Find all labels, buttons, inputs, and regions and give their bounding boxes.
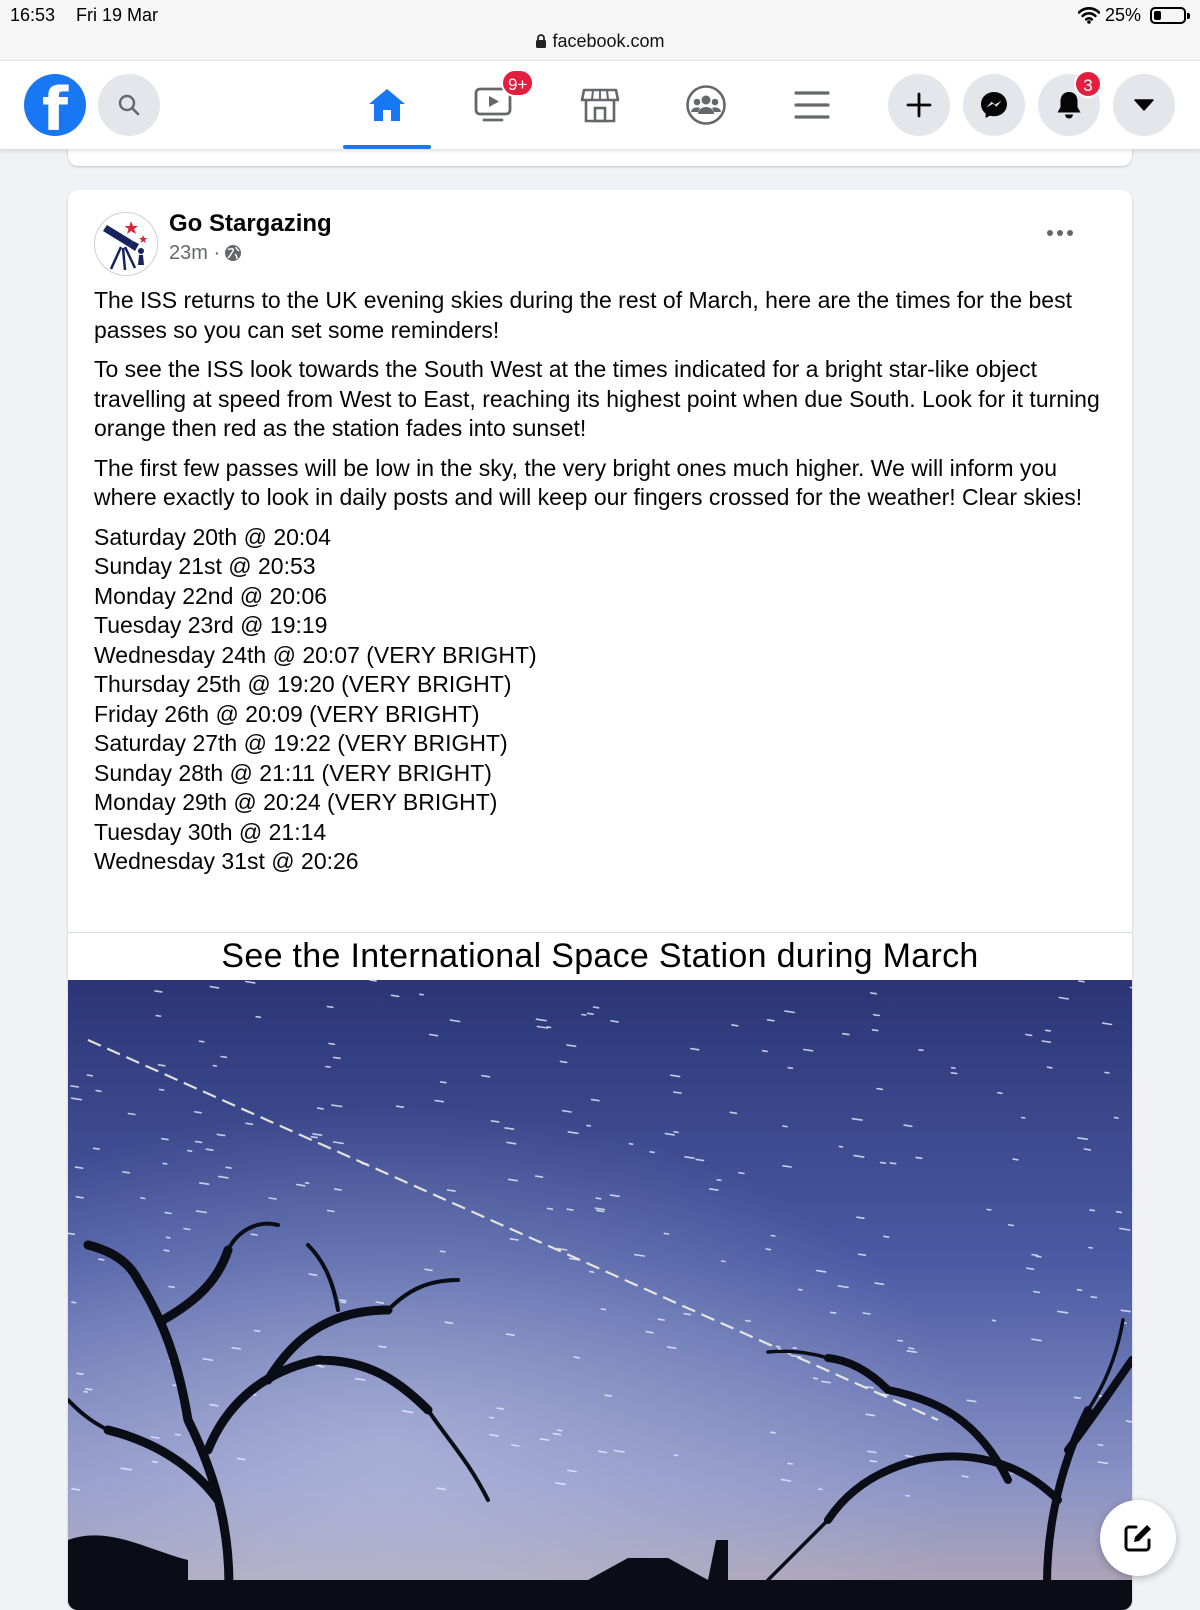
star-trail — [72, 1302, 76, 1303]
star-trail — [874, 1015, 880, 1016]
star-trail — [857, 1217, 864, 1218]
status-date: Fri 19 Mar — [76, 5, 158, 26]
star-trail — [206, 1149, 213, 1150]
star-trail — [184, 1229, 190, 1230]
star-trail — [594, 1007, 599, 1008]
star-trail — [952, 1068, 955, 1069]
star-trail — [684, 1314, 690, 1315]
star-trail — [334, 1057, 340, 1058]
pass-time: Wednesday 31st @ 20:26 — [94, 847, 1104, 877]
star-trail — [605, 1395, 611, 1396]
star-trail — [76, 1167, 83, 1168]
star-trail — [167, 1237, 170, 1238]
star-trail — [376, 1302, 383, 1303]
star-trail — [1022, 1118, 1025, 1119]
star-trail — [992, 1320, 995, 1321]
more-dots-icon — [1046, 229, 1074, 237]
star-trail — [1009, 1225, 1014, 1226]
star-trail — [739, 1173, 744, 1174]
pass-time: Tuesday 30th @ 21:14 — [94, 818, 1104, 848]
post-text — [94, 286, 1104, 877]
star-trail — [320, 1366, 324, 1367]
star-trail — [1027, 1268, 1034, 1269]
star-trail — [165, 1213, 171, 1214]
star-trail — [379, 1346, 386, 1347]
star-trail — [536, 1176, 543, 1177]
pass-time: Saturday 27th @ 19:22 (VERY BRIGHT) — [94, 729, 1104, 759]
star-trail — [1090, 1210, 1094, 1211]
watch-badge: 9+ — [501, 69, 534, 97]
star-trail — [497, 1408, 503, 1409]
star-trail — [329, 1044, 334, 1045]
star-trail — [906, 1456, 913, 1457]
star-trail — [309, 1274, 316, 1275]
post-paragraph: To see the ISS look towards the South West at the times indicated for a bright star-like object travelling at speed from West to East, reaching its highest point when due South. Look for it turning orange then red as the station fades into sunset! — [94, 355, 1104, 444]
star-trail — [328, 1211, 335, 1212]
star-trail — [951, 1073, 956, 1074]
star-trail — [1034, 1292, 1040, 1293]
star-trail — [392, 995, 399, 996]
star-trail — [771, 1236, 775, 1237]
star-trail — [630, 1144, 633, 1145]
post-paragraph: The ISS returns to the UK evening skies during the rest of March, here are the times for the best passes so you can set some reminders! — [94, 286, 1104, 345]
star-trail — [1089, 1248, 1092, 1249]
star-trail — [732, 1025, 738, 1026]
star-trail — [877, 1089, 882, 1090]
star-trail — [255, 1331, 260, 1332]
star-trail — [1084, 1149, 1090, 1150]
battery-percent: 25% — [1105, 5, 1141, 26]
star-trail — [153, 1462, 158, 1463]
star-trail — [763, 1051, 768, 1052]
post-options-button[interactable] — [1040, 218, 1080, 248]
star-trail — [674, 1132, 678, 1133]
star-trail — [1078, 1290, 1082, 1291]
messenger-icon — [979, 90, 1009, 120]
star-trail — [783, 1126, 787, 1127]
address-bar[interactable] — [0, 31, 1200, 52]
star-trail — [87, 1075, 92, 1076]
star-trail — [141, 1198, 145, 1199]
pass-time: Tuesday 23rd @ 19:19 — [94, 611, 1104, 641]
pass-time: Friday 26th @ 20:09 (VERY BRIGHT) — [94, 700, 1104, 730]
post-image[interactable] — [68, 980, 1132, 1610]
telescope-logo-icon — [95, 213, 157, 275]
pass-time: Monday 22nd @ 20:06 — [94, 582, 1104, 612]
star-trail — [221, 1057, 226, 1058]
star-trail — [160, 1090, 164, 1091]
star-trail — [341, 1302, 345, 1303]
post-card — [68, 190, 1132, 1610]
star-trail — [766, 1249, 770, 1250]
meta-separator: · — [213, 242, 220, 264]
star-trail — [200, 1041, 204, 1042]
star-trail — [397, 1106, 404, 1107]
star-trail — [447, 1190, 455, 1191]
star-trail — [1048, 1067, 1052, 1068]
facebook-logo[interactable]: f — [24, 74, 86, 136]
star-trail — [1046, 1030, 1051, 1031]
star-trail — [587, 1125, 590, 1126]
star-trail — [596, 1198, 601, 1199]
night-sky-photo — [68, 980, 1132, 1610]
star-trail — [512, 1445, 519, 1446]
star-trail — [311, 1137, 317, 1138]
star-trail — [123, 1172, 129, 1173]
star-trail — [890, 1163, 895, 1164]
facebook-nav-bar — [0, 61, 1200, 149]
url-text: facebook.com — [552, 31, 664, 51]
notifications-button[interactable] — [1038, 74, 1100, 136]
star-trail — [916, 1157, 922, 1158]
star-trail — [162, 1139, 168, 1140]
star-trail — [1115, 1118, 1118, 1119]
star-trail — [71, 1086, 78, 1087]
star-trail — [919, 1050, 923, 1051]
search-button[interactable] — [98, 74, 160, 136]
star-trail — [863, 1313, 870, 1314]
star-trail — [839, 1146, 842, 1147]
star-trail — [590, 1272, 594, 1273]
star-trail — [159, 1065, 165, 1066]
star-trail — [884, 1236, 889, 1237]
star-trail — [1013, 1159, 1018, 1160]
star-trail — [650, 1152, 654, 1153]
plus-icon — [906, 92, 932, 118]
star-trail — [870, 1461, 876, 1462]
create-button[interactable] — [888, 74, 950, 136]
pass-time: Thursday 25th @ 19:20 (VERY BRIGHT) — [94, 670, 1104, 700]
star-trail — [588, 1013, 594, 1014]
post-meta — [169, 242, 242, 265]
star-trail — [859, 1254, 866, 1255]
star-trail — [68, 1233, 74, 1234]
star-trail — [696, 1159, 703, 1160]
tab-watch[interactable] — [449, 61, 537, 149]
star-trail — [674, 1092, 681, 1093]
pass-time: Monday 29th @ 20:24 (VERY BRIGHT) — [94, 788, 1104, 818]
pass-time: Saturday 20th @ 20:04 — [94, 523, 1104, 553]
star-trail — [843, 1034, 849, 1035]
star-trail — [730, 1112, 736, 1113]
caret-down-icon — [1134, 99, 1154, 111]
star-trail — [269, 1198, 276, 1199]
star-trail — [881, 1163, 886, 1164]
star-trail — [1032, 1255, 1038, 1256]
compose-icon — [1121, 1521, 1155, 1555]
star-trail — [548, 1208, 553, 1209]
star-trail — [490, 1417, 494, 1418]
status-bar — [0, 0, 1200, 61]
star-trail — [768, 1020, 775, 1021]
star-trail — [771, 1432, 776, 1433]
star-trail — [156, 1016, 160, 1017]
star-trail — [492, 1121, 499, 1122]
star-trail — [1098, 1445, 1103, 1446]
star-trail — [814, 1378, 818, 1379]
globe-icon — [224, 244, 242, 262]
star-trail — [335, 1189, 342, 1190]
star-trail — [226, 1167, 231, 1168]
star-trail — [152, 1437, 159, 1438]
star-trail — [601, 1309, 605, 1310]
tab-groups[interactable] — [662, 61, 750, 149]
account-menu-button[interactable] — [1113, 74, 1175, 136]
star-trail — [163, 1163, 167, 1164]
messenger-button[interactable] — [963, 74, 1025, 136]
star-trail — [440, 1251, 445, 1252]
star-trail — [788, 1463, 792, 1464]
tab-marketplace[interactable] — [556, 61, 644, 149]
pass-times-list — [94, 523, 1104, 877]
tab-menu[interactable] — [768, 61, 856, 149]
star-trail — [597, 1210, 604, 1211]
star-trail — [176, 1434, 181, 1435]
star-trail — [831, 1312, 836, 1313]
star-trail — [195, 1112, 201, 1113]
star-trail — [507, 1334, 515, 1335]
star-trail — [420, 994, 424, 995]
star-trail — [1075, 1397, 1081, 1398]
star-trail — [340, 1300, 346, 1301]
star-trail — [746, 1321, 750, 1322]
battery-icon — [1150, 7, 1186, 24]
page-avatar[interactable] — [94, 212, 158, 276]
star-trail — [675, 1455, 678, 1456]
status-time: 16:53 — [10, 5, 55, 26]
star-trail — [788, 1068, 792, 1069]
star-trail — [1091, 1297, 1096, 1298]
star-trail — [441, 1082, 446, 1083]
star-trail — [909, 1348, 914, 1349]
star-trail — [306, 1183, 309, 1184]
compose-message-button[interactable] — [1100, 1500, 1176, 1576]
star-trail — [1079, 981, 1084, 982]
star-trail — [169, 1287, 174, 1288]
post-time[interactable]: 23m — [169, 242, 208, 264]
star-trail — [327, 1007, 333, 1008]
lock-icon — [535, 33, 547, 49]
star-trail — [668, 1347, 676, 1348]
star-trail — [251, 1234, 257, 1235]
star-trail — [96, 1091, 101, 1092]
pass-time: Sunday 21st @ 20:53 — [94, 552, 1104, 582]
post-paragraph: The first few passes will be low in the sky, the very bright ones much higher. We will inform you where exactly to look in daily posts and will keep our fingers crossed for the weather! Clear skies! — [94, 454, 1104, 513]
star-trail — [155, 991, 162, 992]
search-icon — [117, 93, 141, 117]
star-trail — [94, 1148, 100, 1149]
star-trail — [188, 1151, 192, 1152]
star-trail — [582, 1015, 586, 1016]
star-trail — [77, 1373, 83, 1374]
star-trail — [987, 1209, 991, 1210]
star-trail — [256, 1017, 260, 1018]
star-trail — [898, 1340, 902, 1341]
star-trail — [238, 1459, 245, 1460]
star-trail — [326, 1067, 330, 1068]
star-trail — [664, 1233, 668, 1234]
star-trail — [592, 1100, 599, 1101]
wifi-icon — [1078, 6, 1100, 24]
star-trail — [128, 1114, 135, 1115]
star-trail — [370, 980, 376, 981]
star-trail — [554, 1434, 561, 1435]
groups-icon — [685, 84, 727, 126]
star-trail — [76, 1197, 83, 1198]
star-trail — [99, 1259, 104, 1260]
star-trail — [1117, 1212, 1122, 1213]
star-trail — [445, 1322, 452, 1323]
star-trail — [873, 1030, 878, 1031]
star-trail — [717, 1180, 721, 1181]
star-trail — [799, 1289, 802, 1290]
star-trail — [558, 1430, 562, 1431]
star-trail — [998, 1093, 1002, 1094]
star-trail — [425, 1269, 432, 1270]
star-trail — [574, 1357, 579, 1358]
image-title: See the International Space Station during March — [68, 932, 1132, 979]
star-trail — [164, 1250, 169, 1251]
star-trail — [658, 1319, 664, 1320]
star-trail — [560, 1061, 566, 1062]
star-trail — [84, 1392, 87, 1393]
star-trail — [1036, 1256, 1041, 1257]
hamburger-menu-icon — [794, 89, 830, 121]
star-trail — [871, 993, 876, 994]
marketplace-icon — [580, 86, 620, 124]
star-trail — [962, 1476, 968, 1477]
pass-time: Sunday 28th @ 21:11 (VERY BRIGHT) — [94, 759, 1104, 789]
home-icon — [367, 87, 407, 123]
star-trail — [567, 1209, 573, 1210]
star-trail — [1105, 1072, 1109, 1073]
tab-home[interactable] — [343, 61, 431, 149]
star-trail — [722, 1261, 725, 1262]
star-trail — [611, 1021, 618, 1022]
star-trail — [906, 1496, 910, 1497]
star-trail — [318, 1108, 324, 1109]
pass-time: Wednesday 24th @ 20:07 (VERY BRIGHT) — [94, 641, 1104, 671]
star-trail — [1026, 1035, 1032, 1036]
star-trail — [72, 1489, 79, 1490]
star-trail — [86, 1389, 92, 1390]
star-trail — [646, 1332, 653, 1333]
page-name[interactable]: Go Stargazing — [169, 210, 332, 238]
star-trail — [196, 1142, 202, 1143]
star-trail — [246, 1123, 252, 1124]
notifications-badge: 3 — [1074, 70, 1102, 98]
